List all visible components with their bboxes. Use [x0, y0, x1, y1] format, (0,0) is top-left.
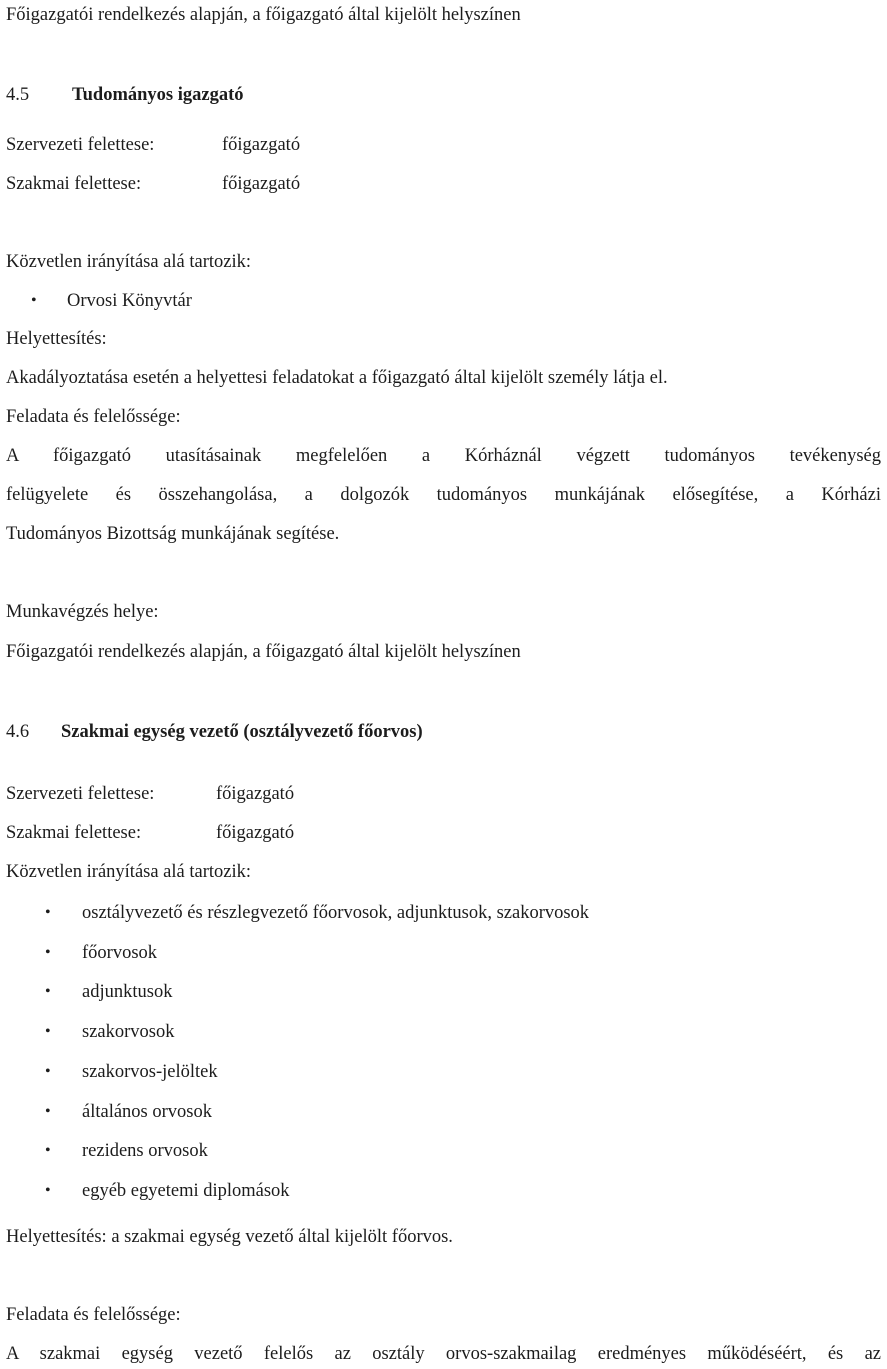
bullet: • — [45, 1142, 51, 1159]
list-item: általános orvosok — [82, 1102, 212, 1122]
field-value: főigazgató — [222, 174, 301, 194]
list-item: egyéb egyetemi diplomások — [82, 1181, 290, 1201]
feladata-line: Tudományos Bizottság munkájának segítése. — [6, 524, 340, 544]
szervezeti-felettese-row — [6, 133, 881, 157]
field-value: főigazgató — [216, 784, 295, 804]
section-4-5-heading — [6, 83, 881, 107]
top-line: Főigazgatói rendelkezés alapján, a főigazgató által kijelölt helyszínen — [6, 5, 521, 25]
field-label: Szakmai felettese: — [6, 174, 142, 194]
section-title: Szakmai egység vezető (osztályvezető főorvos) — [61, 722, 423, 742]
feladata-line: A főigazgató utasításainak megfelelően a Kórháznál végzett tudományos tevékenység — [6, 446, 881, 466]
field-value: főigazgató — [222, 135, 301, 155]
section-number: 4.5 — [6, 85, 30, 105]
section-title: Tudományos igazgató — [72, 85, 244, 105]
bullet: • — [45, 944, 51, 961]
bullet: • — [45, 1063, 51, 1080]
field-label: Szervezeti felettese: — [6, 784, 155, 804]
section-number: 4.6 — [6, 722, 30, 742]
helyettesites-text: Akadályoztatása esetén a helyettesi feladatokat a főigazgató által kijelölt személy látja el. — [6, 368, 668, 388]
bullet: • — [45, 904, 51, 921]
list-item: Orvosi Könyvtár — [67, 291, 192, 311]
bullet: • — [45, 1023, 51, 1040]
feladata-label: Feladata és felelőssége: — [6, 1305, 181, 1325]
list-item: szakorvos-jelöltek — [82, 1062, 218, 1082]
list-item: osztályvezető és részlegvezető főorvosok, adjunktusok, szakorvosok — [82, 903, 590, 923]
bullet: • — [31, 292, 37, 309]
bullet: • — [45, 1103, 51, 1120]
iranyitas-label: Közvetlen irányítása alá tartozik: — [6, 252, 252, 272]
helyettesites-label: Helyettesítés: — [6, 329, 107, 349]
field-label: Szervezeti felettese: — [6, 135, 155, 155]
feladata-line: felügyelete és összehangolása, a dolgozók tudományos munkájának elősegítése, a Kórházi — [6, 485, 881, 505]
list-item: főorvosok — [82, 943, 158, 963]
list-item: rezidens orvosok — [82, 1141, 208, 1161]
list-item: adjunktusok — [82, 982, 173, 1002]
list-item: szakorvosok — [82, 1022, 175, 1042]
section-4-6-heading — [6, 720, 881, 744]
bullet: • — [45, 983, 51, 1000]
bullet: • — [45, 1182, 51, 1199]
szakmai-felettese-row — [6, 821, 881, 845]
field-value: főigazgató — [216, 823, 295, 843]
feladata-line: A szakmai egység vezető felelős az osztály orvos-szakmailag eredményes működéséért, és az — [6, 1344, 881, 1364]
szakmai-felettese-row — [6, 172, 881, 196]
field-label: Szakmai felettese: — [6, 823, 142, 843]
iranyitas-label: Közvetlen irányítása alá tartozik: — [6, 862, 252, 882]
szervezeti-felettese-row — [6, 782, 881, 806]
helyettesites-text: Helyettesítés: a szakmai egység vezető által kijelölt főorvos. — [6, 1227, 453, 1247]
feladata-label: Feladata és felelőssége: — [6, 407, 181, 427]
munkavegzes-text: Főigazgatói rendelkezés alapján, a főigazgató által kijelölt helyszínen — [6, 642, 521, 662]
munkavegzes-label: Munkavégzés helye: — [6, 602, 159, 622]
